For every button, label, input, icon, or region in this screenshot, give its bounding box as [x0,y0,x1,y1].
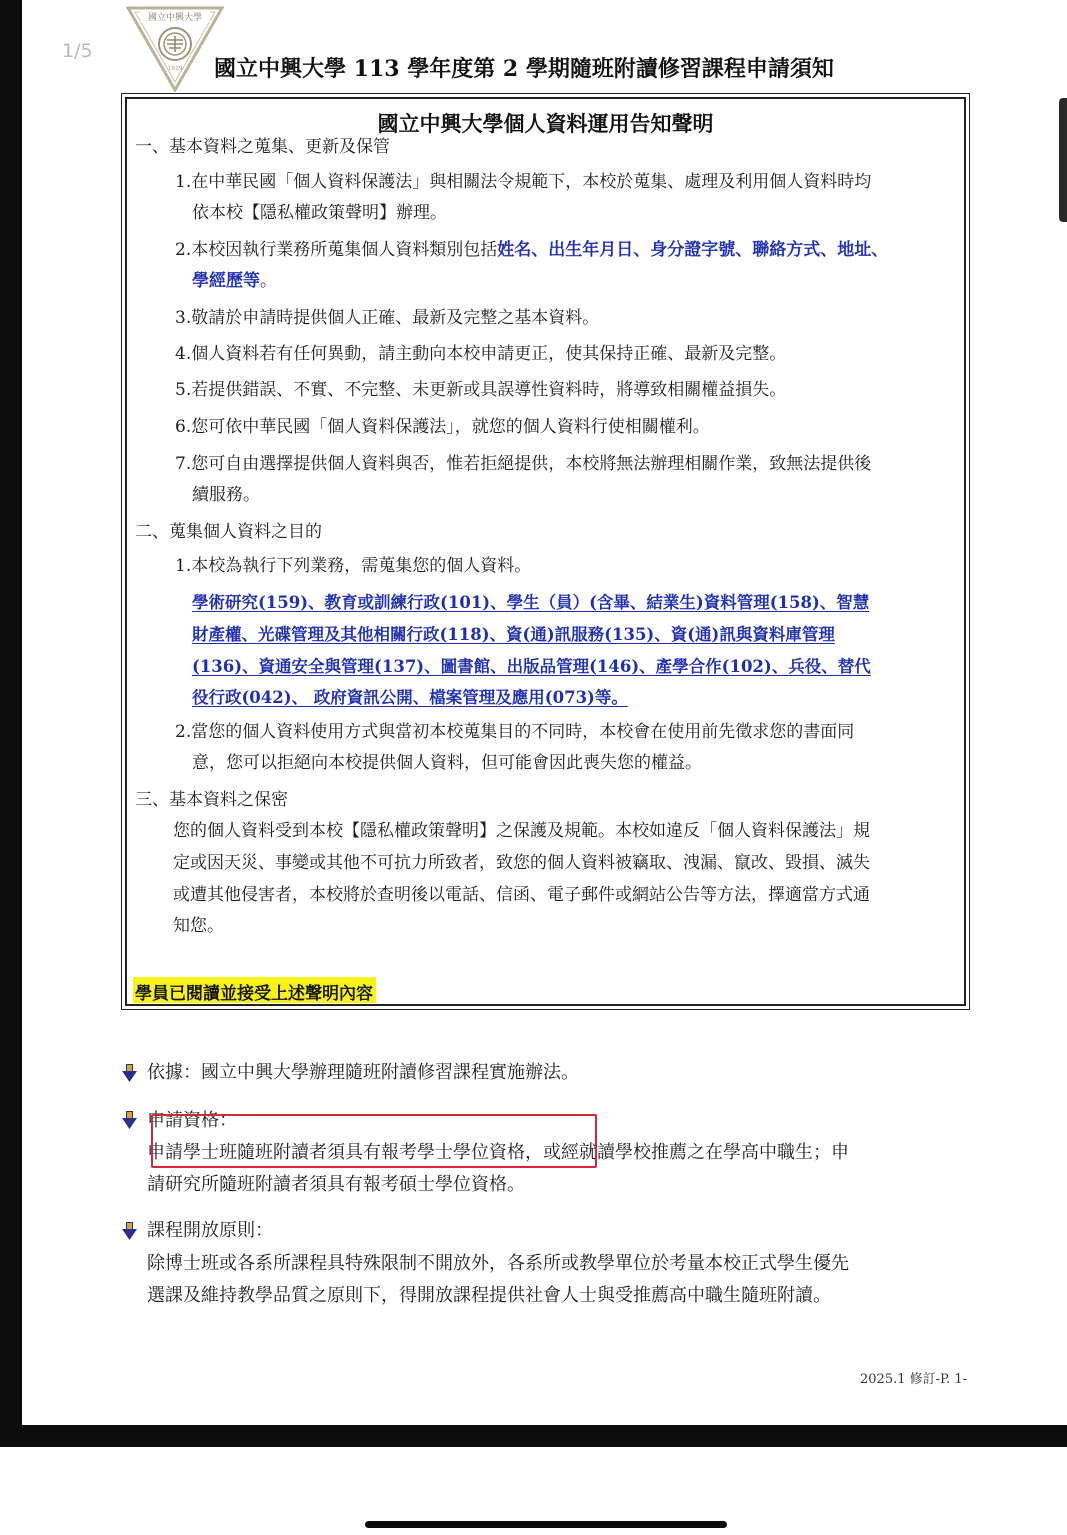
section1-item5: 5.若提供錯誤、不實、不完整、未更新或具誤導性資料時，將導致相關權益損失。 [175,380,787,400]
eligibility-line1: 申請學士班隨班附讀者須具有報考學士學位資格，或經就讀學校推薦之在學高中職生；申 [147,1142,849,1163]
purpose-list-line4[interactable]: 役行政(042)、 政府資訊公開、檔案管理及應用(073)等。 [192,688,628,707]
section1-item1-line1: 1.在中華民國「個人資料保護法」與相關法令規範下，本校於蒐集、處理及利用個人資料時均 [175,172,872,192]
arrow-bullet-icon [122,1064,137,1082]
section1-item7-line1: 7.您可自由選擇提供個人資料與否，惟若拒絕提供，本校將無法辦理相關作業，致無法提供後 [175,454,872,474]
section2-item2-line2: 意，您可以拒絕向本校提供個人資料，但可能會因此喪失您的權益。 [192,753,702,773]
section1-item2-blue-end: 學經歷等 [192,271,260,291]
principles-heading: 課程開放原則： [147,1220,273,1241]
purpose-list-line3[interactable]: (136)、資通安全與管理(137)、圖書館、出版品管理(146)、產學合作(102)、兵役、替代 [192,657,871,676]
revision-footer: 2025.1 修訂-P. 1- [860,1372,968,1387]
section1-item2-line2 [192,271,277,292]
viewer-bottom-bar [0,1425,1067,1447]
section1-item1-line2: 依本校【隱私權政策聲明】辦理。 [192,203,447,223]
section1-item6: 6.您可依中華民國「個人資料保護法」，就您的個人資料行使相關權利。 [175,417,710,437]
privacy-notice-title: 國立中興大學個人資料運用告知聲明 [377,111,714,136]
purpose-list-line2[interactable]: 財產權、光碟管理及其他相關行政(118)、資(通)訊服務(135)、資(通)訊與資料庫管理 [192,625,835,644]
viewer-left-rail [0,0,22,1446]
scrollbar-thumb[interactable] [1059,98,1067,222]
section1-item2-plain: 2.本校因執行業務所蒐集個人資料類別包括 [175,240,498,260]
section1-item2-line1 [175,240,888,261]
home-indicator[interactable] [365,1521,727,1528]
section3-para-line3: 或遭其他侵害者，本校將於查明後以電話、信函、電子郵件或網站公告等方法，擇適當方式通 [173,885,870,905]
section1-item4: 4.個人資料若有任何異動，請主動向本校申請更正，使其保持正確、最新及完整。 [175,344,787,364]
section2-item2-line1: 2.當您的個人資料使用方式與當初本校蒐集目的不同時，本校會在使用前先徵求您的書面同 [175,722,855,742]
seal-text: 國立中興大學 [147,13,203,23]
annotation-red-box [151,1114,597,1168]
section3-para-line2: 定或因天災、事變或其他不可抗力所致者，致您的個人資料被竊取、洩漏、竄改、毀損、滅失 [173,853,870,873]
university-seal-logo [126,6,224,92]
page-counter: 1/5 [62,40,93,62]
section3-para-line4: 知您。 [173,916,224,936]
section3-heading: 三、基本資料之保密 [135,790,288,810]
section1-item7-line2: 續服務。 [192,485,260,505]
eligibility-line2: 請研究所隨班附讀者須具有報考碩士學位資格。 [147,1174,525,1195]
section1-heading: 一、基本資料之蒐集、更新及保管 [135,137,390,157]
document-title: 國立中興大學 113 學年度第 2 學期隨班附讀修習課程申請須知 [214,56,834,82]
acceptance-highlight: 學員已閱讀並接受上述聲明內容 [133,977,376,1003]
section2-heading: 二、蒐集個人資料之目的 [135,522,322,542]
principles-line2: 選課及維持教學品質之原則下，得開放課程提供社會人士與受推薦高中職生隨班附讀。 [147,1285,831,1306]
section1-item2-period: 。 [260,271,277,291]
principles-line1: 除博士班或各系所課程具特殊限制不開放外，各系所或教學單位於考量本校正式學生優先 [147,1253,849,1274]
svg-text:1919: 1919 [167,65,183,72]
basis-line: 依據：國立中興大學辦理隨班附讀修習課程實施辦法。 [147,1062,579,1083]
section2-item1: 1.本校為執行下列業務，需蒐集您的個人資料。 [175,556,532,576]
arrow-bullet-icon [122,1111,137,1129]
section1-item3: 3.敬請於申請時提供個人正確、最新及完整之基本資料。 [175,308,600,328]
section3-para-line1: 您的個人資料受到本校【隱私權政策聲明】之保護及規範。本校如違反「個人資料保護法」規 [173,821,870,841]
arrow-bullet-icon [122,1222,137,1240]
purpose-list-line1[interactable]: 學術研究(159)、教育或訓練行政(101)、學生（員）(含畢、結業生)資料管理(158)、智慧 [192,593,870,612]
eligibility-heading: 申請資格： [147,1110,237,1131]
section1-item2-blue: 姓名、出生年月日、身分證字號、聯絡方式、地址、 [497,240,889,260]
